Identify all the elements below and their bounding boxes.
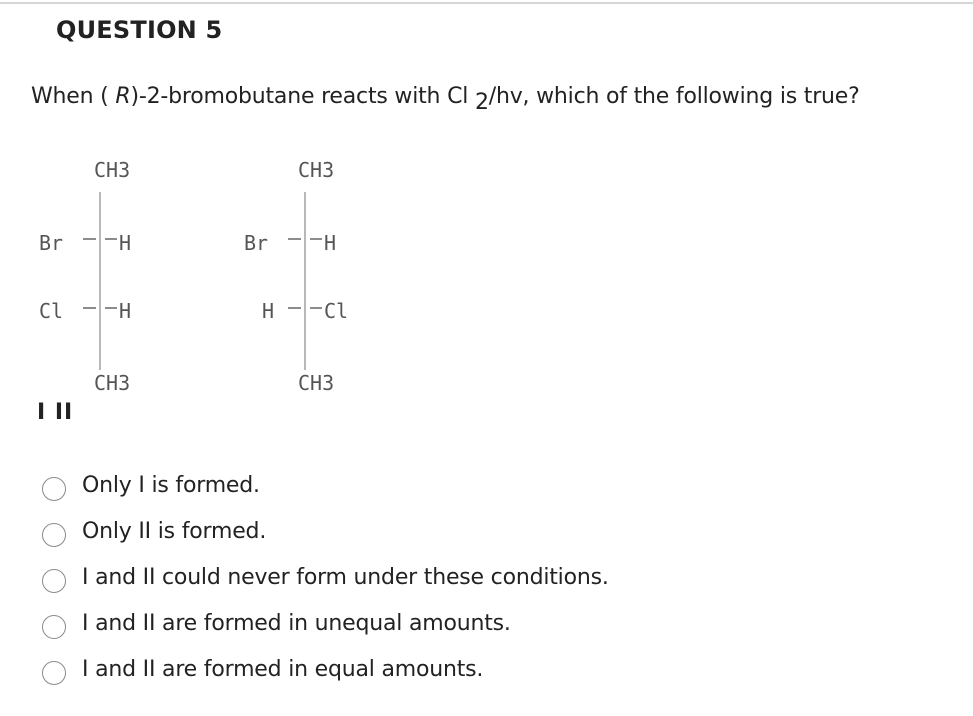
radio-button[interactable] — [42, 523, 66, 547]
option-label: I and II are formed in equal amounts. — [82, 656, 484, 682]
question-text-middle: )-2-bromobutane reacts with Cl — [130, 84, 475, 109]
structure-i-row2-left: Cl — [39, 299, 64, 323]
option-label: I and II are formed in unequal amounts. — [82, 610, 511, 636]
fischer-projections — [30, 148, 390, 398]
structure-labels: I II — [37, 400, 74, 425]
option-unequal-amounts[interactable] — [42, 603, 742, 643]
option-equal-amounts[interactable] — [42, 649, 742, 689]
option-label: Only II is formed. — [82, 518, 267, 544]
structure-i-row2-right: H — [119, 299, 132, 323]
structure-ii-row2-left: H — [262, 299, 275, 323]
structure-i-top-group: CH3 — [94, 158, 131, 182]
fischer-structure-i — [39, 158, 131, 395]
structure-ii-row1-left: Br — [244, 231, 269, 255]
question-title: QUESTION 5 — [56, 16, 223, 44]
question-text-start: When ( — [31, 84, 116, 109]
structure-ii-row1-right: H — [324, 231, 337, 255]
option-only-ii[interactable] — [42, 511, 742, 551]
structure-ii-row2-right: Cl — [324, 299, 349, 323]
question-text-italic: R — [115, 84, 131, 109]
option-label: I and II could never form under these conditions. — [82, 564, 609, 590]
option-label: Only I is formed. — [82, 472, 260, 498]
option-never-form[interactable] — [42, 557, 742, 597]
question-text-end: /hv, which of the following is true? — [488, 84, 860, 109]
question-text — [31, 84, 860, 115]
structure-ii-bottom-group: CH3 — [298, 371, 335, 395]
top-divider — [0, 2, 973, 4]
structure-ii-top-group: CH3 — [298, 158, 335, 182]
option-only-i[interactable] — [42, 465, 742, 505]
radio-button[interactable] — [42, 477, 66, 501]
radio-button[interactable] — [42, 615, 66, 639]
structure-i-row1-left: Br — [39, 231, 64, 255]
question-text-subscript: 2 — [474, 90, 489, 115]
radio-button[interactable] — [42, 661, 66, 685]
structure-i-bottom-group: CH3 — [94, 371, 131, 395]
fischer-structure-ii — [244, 158, 348, 395]
radio-button[interactable] — [42, 569, 66, 593]
structure-i-row1-right: H — [119, 231, 132, 255]
